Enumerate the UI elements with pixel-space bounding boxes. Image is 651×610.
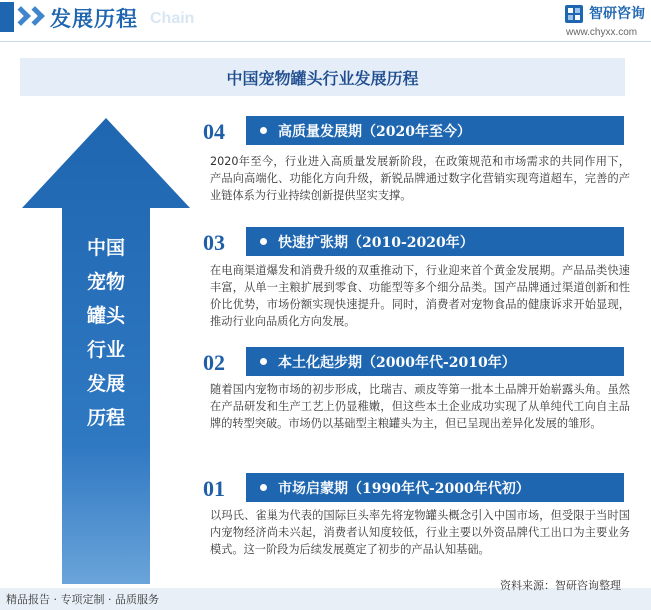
stage-number: 02 (203, 350, 225, 375)
section-subtitle-en: Chain (150, 10, 195, 27)
stage-header (246, 347, 624, 376)
stage-header (246, 116, 624, 145)
stage-title: 市场启蒙期（1990年代-2000年代初） (278, 480, 530, 497)
arrow-label (74, 231, 138, 435)
arrow-label-line: 罐头 (86, 305, 125, 327)
bullet-dot-icon (260, 238, 267, 245)
stage-header (246, 227, 624, 256)
stage-number: 04 (203, 119, 225, 144)
arrow-label-line: 宠物 (86, 271, 125, 293)
stage-number: 01 (203, 476, 225, 501)
footer-tagline: 精品报告 · 专项定制 · 品质服务 (6, 593, 159, 606)
bullet-dot-icon (260, 484, 267, 491)
stage-description: 在电商渠道爆发和消费升级的双重推动下，行业迎来首个黄金发展期。产品品类快速丰富，从单一主粮扩展到零食、功能型等多个细分品类。国产品牌通过渠道创新和性价比优势，市场份额实现快速提升。同时，消费者对宠物食品的健康诉求开始显现，推动行业向品质化方向发展。 (210, 264, 630, 328)
stage-description: 随着国内宠物市场的初步形成，比瑞吉、顽皮等第一批本土品牌开始崭露头角。虽然在产品研发和生产工艺上仍显稚嫩，但这些本土企业成功实现了从单纯代工向自主品牌的转型突破。市场仍以基础型主粮罐头为主，但已呈现出差异化发展的雏形。 (210, 383, 630, 430)
bullet-dot-icon (260, 358, 267, 365)
brand-url: www.chyxx.com (566, 27, 638, 38)
stage-description: 2020年至今，行业进入高质量发展新阶段，在政策规范和市场需求的共同作用下，产品向高端化、功能化方向升级，新锐品牌通过数字化营销实现弯道超车，完善的产业链体系为行业持续创新提供坚实支撑。 (210, 155, 630, 202)
stage-description: 以玛氏、雀巢为代表的国际巨头率先将宠物罐头概念引入中国市场，但受限于当时国内宠物经济尚未兴起，消费者认知度较低，行业主要以外资品牌代工出口为主要业务模式。这一阶段为后续发展奠定了初步的产品认知基础。 (210, 509, 630, 556)
arrow-label-line: 历程 (86, 407, 125, 429)
brand-name: 智研咨询 (589, 6, 645, 22)
stage-title: 本土化起步期（2000年代-2010年） (278, 354, 516, 371)
bullet-dot-icon (260, 127, 267, 134)
source-note: 资料来源：智研咨询整理 (500, 579, 621, 592)
chart-title: 中国宠物罐头行业发展历程 (226, 68, 419, 88)
section-title: 发展历程 (50, 7, 138, 31)
arrow-label-line: 行业 (86, 339, 125, 361)
stage-header (246, 473, 624, 502)
arrow-label-line: 发展 (86, 373, 125, 395)
stage-number: 03 (203, 230, 225, 255)
arrow-label-line: 中国 (86, 237, 125, 259)
stage-title: 快速扩张期（2010-2020年） (278, 234, 474, 251)
stage-title: 高质量发展期（2020年至今） (278, 123, 471, 140)
